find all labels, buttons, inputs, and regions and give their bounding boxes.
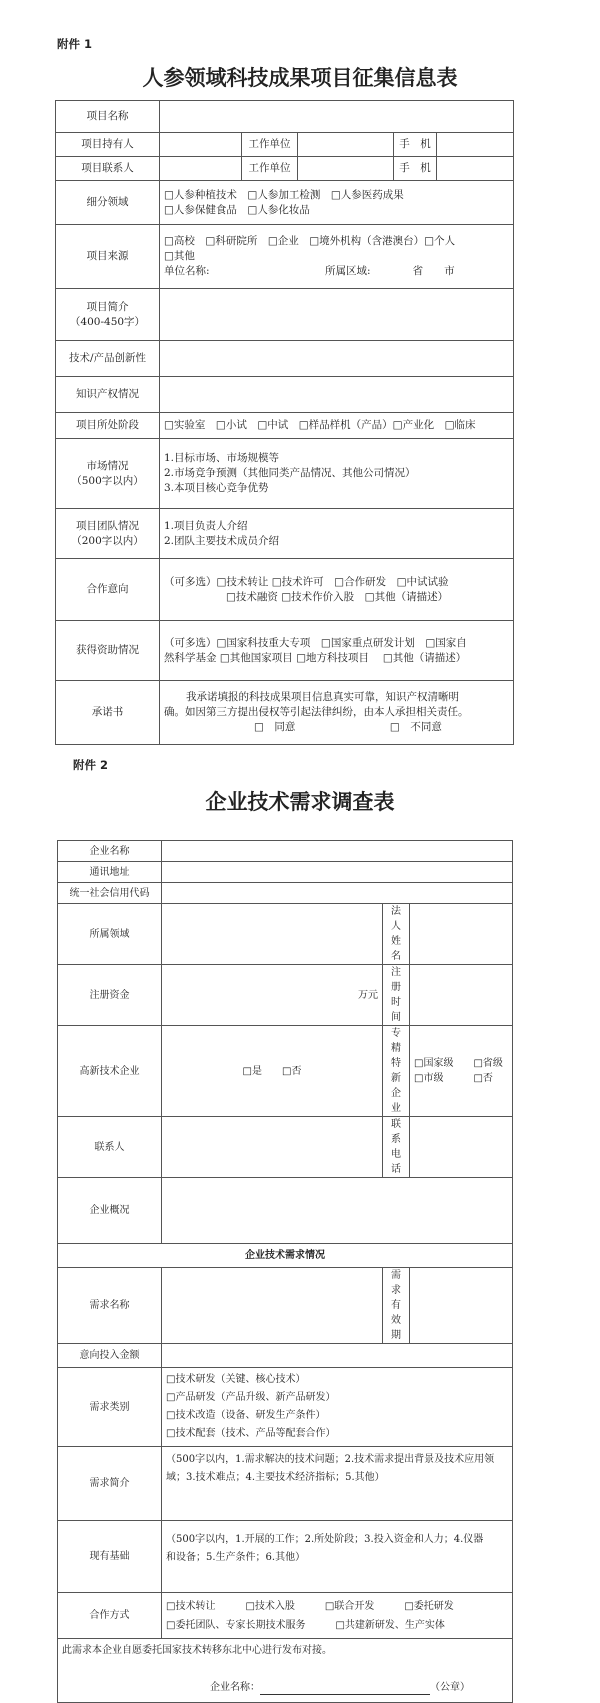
project-contact-label: 项目联系人 bbox=[56, 157, 160, 181]
market-line-2: 2.市场竞争预测（其他同类产品情况、其他公司情况） bbox=[164, 467, 416, 479]
domain-options-line-2: □人参保健食品 □人参化妆品 bbox=[164, 203, 310, 216]
cooperation-label: 合作意向 bbox=[56, 559, 160, 621]
field-label: 所属领域 bbox=[58, 904, 162, 965]
validity-field[interactable] bbox=[410, 1268, 513, 1344]
special-options-line-1: □国家级 □省级 bbox=[414, 1058, 503, 1069]
market-field[interactable] bbox=[160, 439, 514, 509]
contact-work-unit-field[interactable] bbox=[298, 157, 394, 181]
validity-label: 需求有效期 bbox=[383, 1268, 410, 1344]
address-field[interactable] bbox=[162, 862, 513, 883]
signature-label: 企业名称： bbox=[210, 1682, 260, 1693]
intro-label-line-2: （400-450字） bbox=[69, 315, 146, 328]
cooperation-line-2: □技术融资 □技术作价入股 □其他（请描述） bbox=[226, 590, 449, 603]
contact-mobile-label: 手 机 bbox=[394, 157, 437, 181]
capital-unit: 万元 bbox=[358, 989, 378, 1001]
source-options-line-1: □高校 □科研院所 □企业 □境外机构（含港澳台）□个人 bbox=[164, 235, 456, 247]
team-field[interactable] bbox=[160, 509, 514, 559]
special-options[interactable] bbox=[410, 1026, 513, 1117]
demand-intro-line-2: 域；3.技术难点；4.主要技术经济指标；5.其他） bbox=[166, 1472, 385, 1483]
holder-work-unit-field[interactable] bbox=[298, 133, 394, 157]
signature-line[interactable] bbox=[62, 1680, 508, 1695]
intro-label-line-1: 项目简介 bbox=[86, 300, 129, 313]
demand-name-label: 需求名称 bbox=[58, 1268, 162, 1344]
project-name-label: 项目名称 bbox=[56, 101, 160, 133]
footer-note: 此需求本企业自愿委托国家技术转移东北中心进行发布对接。 bbox=[62, 1645, 332, 1656]
demand-intro-line-1: （500字以内，1.需求解决的技术问题；2.技术需求提出背景及技术应用领 bbox=[166, 1454, 495, 1465]
market-label bbox=[56, 439, 160, 509]
basis-line-1: （500字以内，1.开展的工作；2.所处阶段；3.投入资金和人力；4.仪器 bbox=[166, 1534, 484, 1545]
contact-person-field[interactable] bbox=[162, 1117, 383, 1178]
invest-field[interactable] bbox=[162, 1344, 513, 1368]
team-label bbox=[56, 509, 160, 559]
form-1-title: 人参领域科技成果项目征集信息表 bbox=[142, 65, 458, 90]
footer-cell bbox=[58, 1639, 513, 1703]
hitech-label: 高新技术企业 bbox=[58, 1026, 162, 1117]
hitech-options[interactable]: □是 □否 bbox=[162, 1026, 383, 1117]
credit-code-label: 统一社会信用代码 bbox=[58, 883, 162, 904]
field-field[interactable] bbox=[162, 904, 383, 965]
holder-mobile-label: 手 机 bbox=[394, 133, 437, 157]
project-contact-field[interactable] bbox=[160, 157, 242, 181]
contact-person-label: 联系人 bbox=[58, 1117, 162, 1178]
attachment-2-label: 附件 2 bbox=[73, 758, 109, 772]
promise-line-2: 确。如因第三方提出侵权等引起法律纠纷，由本人承担相关责任。 bbox=[164, 706, 469, 718]
funding-options[interactable] bbox=[160, 621, 514, 681]
team-label-line-2: （200字以内） bbox=[71, 534, 144, 547]
special-options-line-2: □市级 □否 bbox=[414, 1073, 493, 1084]
funding-label: 获得资助情况 bbox=[56, 621, 160, 681]
coop-mode-label: 合作方式 bbox=[58, 1593, 162, 1639]
overview-field[interactable] bbox=[162, 1178, 513, 1244]
invest-label: 意向投入金额 bbox=[58, 1344, 162, 1368]
promise-text[interactable] bbox=[160, 681, 514, 745]
domain-options[interactable] bbox=[160, 181, 514, 225]
cooperation-options[interactable] bbox=[160, 559, 514, 621]
category-label: 需求类别 bbox=[58, 1368, 162, 1447]
source-options-line-2: □其他 bbox=[164, 250, 195, 262]
source-label: 项目来源 bbox=[56, 225, 160, 289]
phone-field[interactable] bbox=[410, 1117, 513, 1178]
project-holder-label: 项目持有人 bbox=[56, 133, 160, 157]
category-line-2: □产品研发（产品升级、新产品研发） bbox=[166, 1392, 336, 1403]
basis-line-2: 和设备；5.生产条件；6.其他） bbox=[166, 1552, 306, 1563]
stage-options[interactable]: □实验室 □小试 □中试 □样品样机（产品）□产业化 □临床 bbox=[160, 413, 514, 439]
overview-label: 企业概况 bbox=[58, 1178, 162, 1244]
basis-field[interactable] bbox=[162, 1521, 513, 1593]
intro-field[interactable] bbox=[160, 289, 514, 341]
capital-field[interactable] bbox=[162, 965, 383, 1026]
signature-underline[interactable] bbox=[260, 1682, 430, 1695]
ip-label: 知识产权情况 bbox=[56, 377, 160, 413]
contact-work-unit-label: 工作单位 bbox=[242, 157, 298, 181]
credit-code-field[interactable] bbox=[162, 883, 513, 904]
project-holder-field[interactable] bbox=[160, 133, 242, 157]
team-line-1: 1.项目负责人介绍 bbox=[164, 519, 248, 532]
company-name-field[interactable] bbox=[162, 841, 513, 862]
promise-line-1: 我承诺填报的科技成果项目信息真实可靠，知识产权清晰明 bbox=[186, 691, 459, 703]
market-label-line-1: 市场情况 bbox=[86, 459, 129, 472]
project-name-field[interactable] bbox=[160, 101, 514, 133]
basis-label: 现有基础 bbox=[58, 1521, 162, 1593]
coop-mode-line-2: □委托团队、专家长期技术服务 □共建新研发、生产实体 bbox=[166, 1619, 445, 1631]
promise-agree-options[interactable]: □ 同意 □ 不同意 bbox=[254, 721, 442, 733]
form-2-title: 企业技术需求调查表 bbox=[205, 789, 395, 814]
innovation-label: 技术/产品创新性 bbox=[56, 341, 160, 377]
funding-line-1: （可多选）□国家科技重大专项 □国家重点研发计划 □国家自 bbox=[164, 636, 467, 649]
demand-intro-field[interactable] bbox=[162, 1447, 513, 1521]
market-line-1: 1.目标市场、市场规模等 bbox=[164, 452, 280, 464]
team-label-line-1: 项目团队情况 bbox=[76, 519, 139, 532]
innovation-field[interactable] bbox=[160, 341, 514, 377]
category-line-3: □技术改造（设备、研发生产条件） bbox=[166, 1410, 326, 1421]
reg-time-field[interactable] bbox=[410, 965, 513, 1026]
market-label-line-2: （500字以内） bbox=[71, 474, 144, 487]
coop-mode-options[interactable] bbox=[162, 1593, 513, 1639]
legal-rep-label: 法人姓名 bbox=[383, 904, 410, 965]
special-label: 专精特新企业 bbox=[383, 1026, 410, 1117]
intro-label bbox=[56, 289, 160, 341]
reg-time-label: 注册时间 bbox=[383, 965, 410, 1026]
category-line-4: □技术配套（技术、产品等配套合作） bbox=[166, 1428, 336, 1439]
section-title: 企业技术需求情况 bbox=[58, 1244, 513, 1268]
market-line-3: 3.本项目核心竞争优势 bbox=[164, 482, 269, 494]
category-line-1: □技术研发（关键、核心技术） bbox=[166, 1374, 306, 1385]
phone-label: 联系电话 bbox=[383, 1117, 410, 1178]
stage-label: 项目所处阶段 bbox=[56, 413, 160, 439]
seal-label: （公章） bbox=[430, 1682, 470, 1693]
holder-mobile-field[interactable] bbox=[437, 133, 514, 157]
team-line-2: 2.团队主要技术成员介绍 bbox=[164, 534, 280, 547]
funding-line-2: 然科学基金 □其他国家项目 □地方科技项目 □其他（请描述） bbox=[164, 651, 467, 664]
category-options[interactable] bbox=[162, 1368, 513, 1447]
demand-intro-label: 需求简介 bbox=[58, 1447, 162, 1521]
source-unit-region: 单位名称: 所属区域: 省 市 bbox=[164, 265, 455, 277]
ip-field[interactable] bbox=[160, 377, 514, 413]
attachment-1-label: 附件 1 bbox=[57, 37, 93, 51]
enterprise-demand-table bbox=[57, 840, 513, 1703]
domain-options-line-1: □人参种植技术 □人参加工检测 □人参医药成果 bbox=[164, 188, 404, 201]
holder-work-unit-label: 工作单位 bbox=[242, 133, 298, 157]
demand-name-field[interactable] bbox=[162, 1268, 383, 1344]
promise-label: 承诺书 bbox=[56, 681, 160, 745]
capital-label: 注册资金 bbox=[58, 965, 162, 1026]
company-name-label: 企业名称 bbox=[58, 841, 162, 862]
domain-label: 细分领域 bbox=[56, 181, 160, 225]
legal-rep-field[interactable] bbox=[410, 904, 513, 965]
coop-mode-line-1: □技术转让 □技术入股 □联合开发 □委托研发 bbox=[166, 1600, 454, 1612]
project-info-table bbox=[55, 100, 514, 745]
cooperation-line-1: （可多选）□技术转让 □技术许可 □合作研发 □中试试验 bbox=[164, 575, 449, 588]
address-label: 通讯地址 bbox=[58, 862, 162, 883]
source-options[interactable] bbox=[160, 225, 514, 289]
contact-mobile-field[interactable] bbox=[437, 157, 514, 181]
